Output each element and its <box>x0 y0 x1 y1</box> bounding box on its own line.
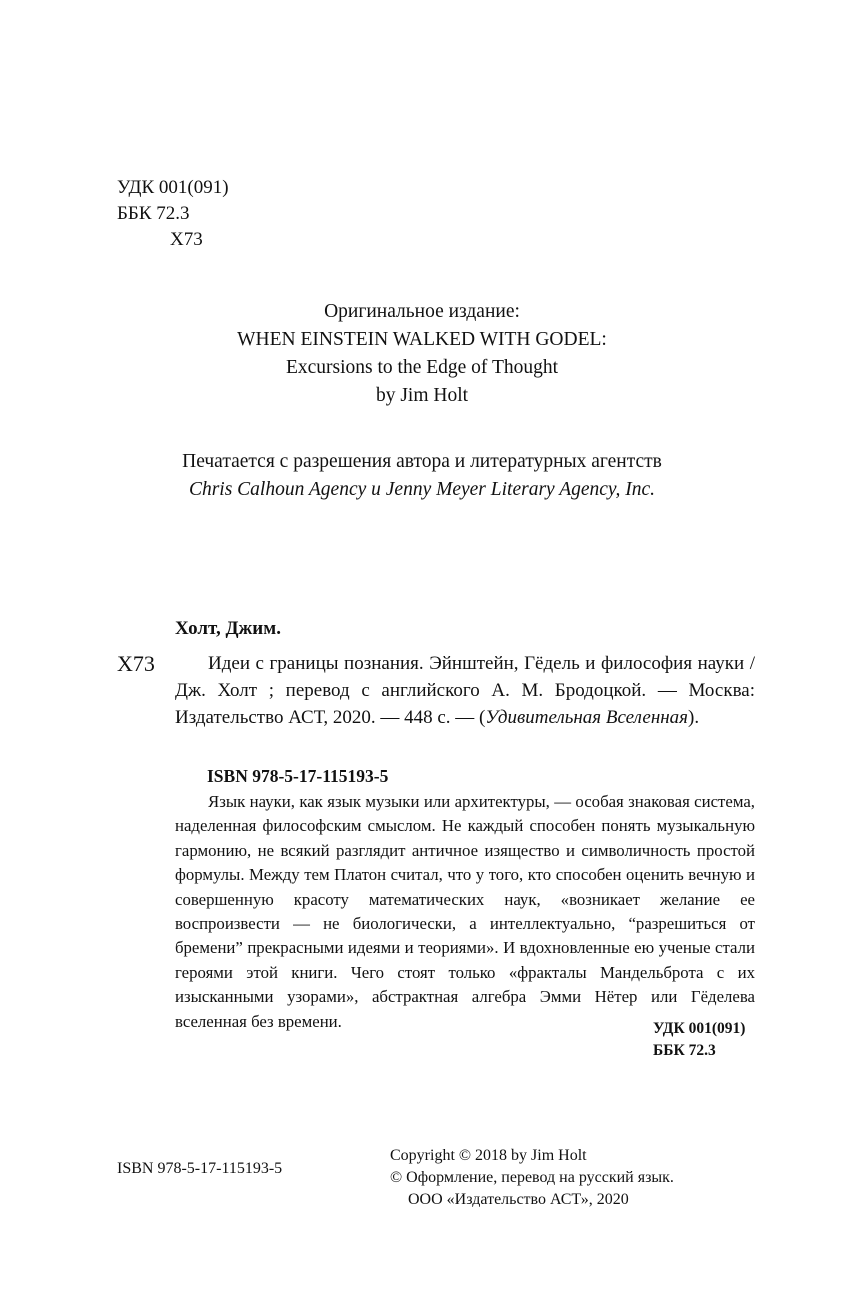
series-name: Удивительная Вселенная <box>485 707 689 728</box>
udk-top-block <box>117 175 229 253</box>
catalog-author: Холт, Джим. <box>175 618 281 639</box>
original-edition-block <box>0 298 844 410</box>
description-main: Идеи с границы познания. Эйнштейн, Гёдель и философия науки / Дж. Холт ; перевод с английского А. М. Бродоцкой. — Москва: Издательство АСТ, 2020. — 448 с. — ( <box>175 653 755 728</box>
original-edition-label: Оригинальное издание: <box>324 301 520 322</box>
annotation: Язык науки, как язык музыки или архитектуры, — особая знаковая система, наделенная философским смыслом. Не каждый способен понять музыкальную гармонию, не всякий разглядит античное изящество и символичность простой формулы. Между тем Платон считал, что у того, кто способен оценить вечную и совершенную красоту математических наук, «возникает желание ее воспроизвести — не биологически, а интеллектуально, “разрешиться от бремени” прекрасными идеями и теориями». И вдохновленные ею ученые стали героями этой книги. Чего стоят только «фракталы Мандельброта с их изысканными узорами», абстрактная алгебра Эмми Нётер или Гёделева вселенная без времени. <box>175 792 755 1031</box>
catalog-bbk: ББК 72.3 <box>653 1042 716 1059</box>
permission-block <box>0 448 844 504</box>
copyright-line-2: © Оформление, перевод на русский язык. <box>390 1169 674 1186</box>
catalog-udk: УДК 001(091) <box>653 1020 746 1037</box>
copyright-line-1: Copyright © 2018 by Jim Holt <box>390 1147 587 1164</box>
permission-line: Печатается с разрешения автора и литературных агентств <box>182 451 662 472</box>
bbk-code: ББК 72.3 <box>117 203 190 224</box>
bibliographic-description <box>175 650 755 731</box>
author-mark: Х73 <box>170 229 203 250</box>
original-subtitle: Excursions to the Edge of Thought <box>285 357 559 378</box>
udk-code: УДК 001(091) <box>117 177 229 198</box>
agency-line: Chris Calhoun Agency и Jenny Meyer Literary Agency, Inc. <box>188 479 656 500</box>
catalog-code: Х73 <box>117 651 155 676</box>
copyright-line-3: ООО «Издательство АСТ», 2020 <box>408 1191 629 1208</box>
catalog-classification <box>653 1018 745 1062</box>
copyright-block <box>390 1145 674 1211</box>
description-end: ). <box>688 707 700 728</box>
original-byline: by Jim Holt <box>375 385 469 406</box>
footer-isbn: ISBN 978-5-17-115193-5 <box>117 1160 283 1177</box>
catalog-isbn: ISBN 978-5-17-115193-5 <box>207 766 389 786</box>
original-title: WHEN EINSTEIN WALKED WITH GODEL: <box>237 329 607 350</box>
